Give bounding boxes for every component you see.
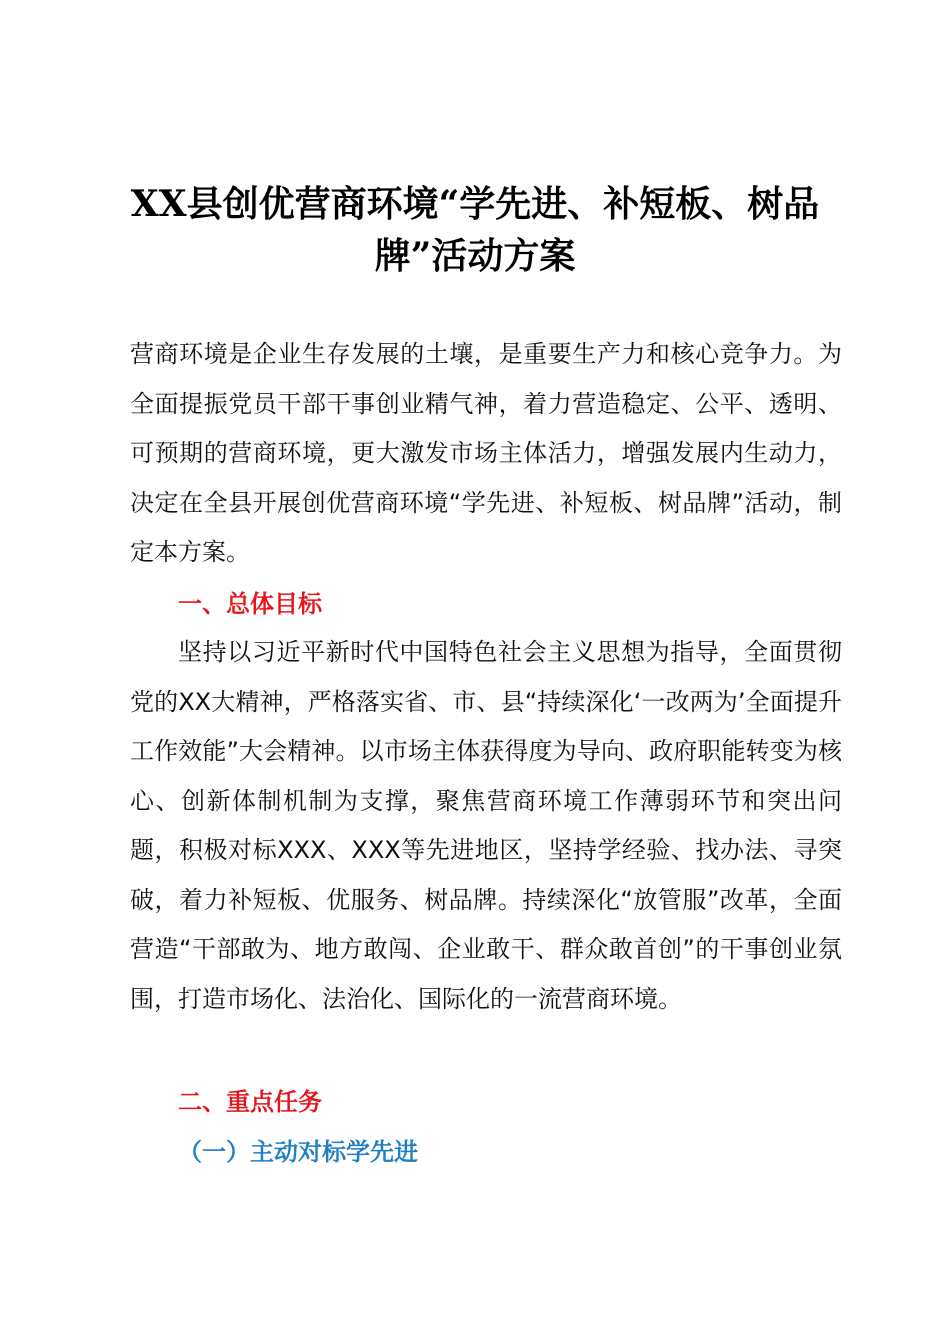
subsection-heading-learn-from-advanced: （一）主动对标学先进	[178, 1138, 418, 1166]
overall-goal-paragraph: 坚持以习近平新时代中国特色社会主义思想为指导，全面贯彻党的XX大精神，严格落实省、市、县“持续深化‘一改两为’全面提升工作效能”大会精神。以市场主体获得度为导向、政府职能转变为核心、创新体制机制为支撑，聚焦营商环境工作薄弱环节和突出问题，积极对标XXX、XXX等先进地区，坚持学经验、找办法、寻突破，着力补短板、优服务、树品牌。持续深化“放管服”改革，全面营造“干部敢为、地方敢闯、企业敢干、群众敢首创”的干事创业氛围，打造市场化、法治化、国际化的一流营商环境。	[130, 638, 842, 1013]
document-title: XX县创优营商环境“学先进、补短板、树品牌”活动方案	[130, 183, 820, 277]
section-heading-key-tasks: 二、重点任务	[178, 1088, 322, 1116]
intro-paragraph: 营商环境是企业生存发展的土壤，是重要生产力和核心竞争力。为全面提振党员干部干事创业精气神，着力营造稳定、公平、透明、可预期的营商环境，更大激发市场主体活力，增强发展内生动力，决定在全县开展创优营商环境“学先进、补短板、树品牌”活动，制定本方案。	[130, 340, 842, 566]
section-heading-overall-goal: 一、总体目标	[178, 590, 322, 618]
